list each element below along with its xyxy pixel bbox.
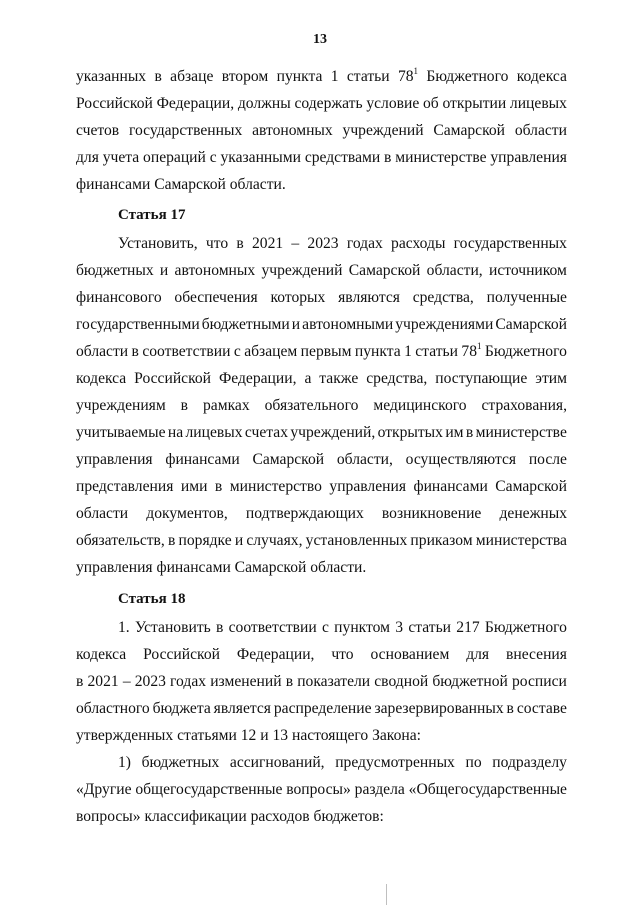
word: Федерации, (218, 370, 297, 387)
text-line (76, 284, 567, 311)
article-heading: Статья 17 (118, 207, 186, 223)
word: Бюджетного (484, 343, 567, 360)
word: расходы (391, 235, 446, 252)
word: распределение (273, 700, 372, 717)
word: является (213, 700, 271, 717)
word: условие (366, 95, 420, 112)
word: которых (270, 289, 326, 306)
word: в (131, 343, 139, 360)
word: денежных (499, 505, 567, 522)
word: Установить (134, 619, 211, 636)
paragraph (76, 749, 567, 830)
word: министерство (229, 478, 322, 495)
paragraph (76, 614, 567, 749)
word: общегосударственные (135, 781, 283, 798)
text-line (76, 527, 567, 554)
word: статьи (415, 343, 458, 360)
word: первым (300, 343, 352, 360)
word: – (122, 673, 131, 690)
word: финансами (165, 451, 240, 468)
word: учреждений (261, 262, 343, 279)
text-line (76, 311, 567, 338)
word: области (76, 505, 129, 522)
word: указанными (220, 149, 301, 166)
word: источником (488, 262, 567, 279)
word: «Другие (76, 781, 132, 798)
text-line (76, 392, 567, 419)
word: росписи (512, 673, 567, 690)
word: области, (336, 451, 393, 468)
text-line (76, 63, 567, 90)
word: Самарской (433, 122, 506, 139)
text-line: вопросы» классификации расходов бюджетов: (76, 808, 384, 825)
word: зарезервированных (374, 700, 504, 717)
word: средства, (412, 289, 474, 306)
word: подразделу (492, 754, 567, 771)
word: автономных (252, 122, 333, 139)
word: кодекса (76, 646, 127, 663)
word: в (154, 68, 162, 85)
word: статьи (346, 68, 390, 85)
word: и (234, 532, 244, 549)
word: этим (535, 370, 567, 387)
paragraph (76, 63, 567, 198)
word: открытых (377, 424, 443, 441)
word: 2023 (134, 673, 166, 690)
text-line (76, 446, 567, 473)
word: счетах (244, 424, 288, 441)
word: обязательного (264, 397, 359, 414)
word: Российской (76, 95, 153, 112)
word: Самарской (252, 451, 325, 468)
word: обязательств, (76, 532, 165, 549)
word: 2021 (251, 235, 284, 252)
word: Российской (134, 370, 212, 387)
word: Федерации, (156, 95, 235, 112)
word: области, (426, 262, 483, 279)
word: порядке (178, 532, 232, 549)
text-line (76, 641, 567, 668)
word: финансового (76, 289, 162, 306)
word: областного (76, 700, 150, 717)
text-line (76, 500, 567, 527)
word: финансами (413, 478, 488, 495)
word: для (76, 149, 99, 166)
word: Установить, (118, 235, 198, 252)
word: открытии (442, 95, 507, 112)
word: ассигнований, (229, 754, 325, 771)
word: должны (237, 95, 291, 112)
word: изменений (210, 673, 282, 690)
word: бюджета (152, 700, 211, 717)
word: в (236, 235, 244, 252)
word: в (76, 673, 84, 690)
word: с (233, 343, 241, 360)
word: «Общегосударственные (408, 781, 567, 798)
word: осуществляются (405, 451, 517, 468)
word: Самарской (495, 478, 567, 495)
word: вопросы» (286, 781, 351, 798)
word: учреждений (342, 122, 424, 139)
word: и (159, 262, 169, 279)
word: в (465, 424, 474, 441)
word: пунктом (334, 619, 391, 636)
text-line: управления финансами Самарской области. (76, 559, 367, 576)
word: управления (329, 478, 406, 495)
word: автономных (174, 262, 256, 279)
document-body (76, 63, 567, 830)
word: министерстве (475, 424, 567, 441)
word: внесения (506, 646, 567, 663)
word: области (514, 122, 567, 139)
word: абзацем (244, 343, 298, 360)
word: установленных (305, 532, 408, 549)
word: государственных (453, 235, 567, 252)
word: бюджетных (141, 754, 220, 771)
word: кодекса (516, 68, 567, 85)
word: в (167, 532, 176, 549)
word: 217 (456, 619, 480, 636)
word: 1) (118, 754, 131, 771)
word: государственных (128, 122, 243, 139)
word: управления (490, 149, 567, 166)
word: обеспечения (174, 289, 258, 306)
word: Российской (143, 646, 220, 663)
word: предусмотренных (335, 754, 455, 771)
word: Бюджетного (484, 619, 567, 636)
word: $78^1$ (397, 66, 419, 85)
word: учитываемые (76, 424, 166, 441)
text-line (76, 257, 567, 284)
word: министерстве (395, 149, 487, 166)
word: 2021 (87, 673, 119, 690)
word: Федерации, (236, 646, 315, 663)
word: об (422, 95, 439, 112)
word: составе (516, 700, 567, 717)
word: годах (346, 235, 383, 252)
word: в (216, 619, 224, 636)
word: 2023 (307, 235, 339, 252)
word: поступающие (435, 370, 528, 387)
word: бюджетной (432, 673, 508, 690)
word: министерства (475, 532, 567, 549)
text-line (76, 90, 567, 117)
word: бюджетными (201, 316, 290, 333)
word: по (465, 754, 482, 771)
word: Бюджетного (426, 68, 509, 85)
word: в (506, 700, 514, 717)
word: Самарской (495, 316, 567, 333)
word: указанных (76, 68, 147, 85)
word: лицевых (185, 424, 243, 441)
word: средства, (366, 370, 428, 387)
word: бюджетных (76, 262, 154, 279)
word: $78^1$ (461, 341, 482, 360)
word: что (205, 235, 229, 252)
word: счетов (76, 122, 120, 139)
text-line (76, 776, 567, 803)
word: с (209, 149, 217, 166)
word: содержать (294, 95, 363, 112)
word: 1 (404, 343, 412, 360)
word: и (291, 316, 301, 333)
word: возникновение (381, 505, 482, 522)
word: операций (143, 149, 206, 166)
word: также (319, 370, 359, 387)
word: документов, (146, 505, 228, 522)
word: в (214, 478, 223, 495)
word: с (322, 619, 329, 636)
text-line (76, 230, 567, 257)
word: основанием (370, 646, 450, 663)
word: пункта (354, 343, 401, 360)
word: Самарской (348, 262, 421, 279)
word: в (285, 673, 294, 690)
text-line (76, 144, 567, 171)
word: для (466, 646, 490, 663)
word: средствами (304, 149, 381, 166)
word: соответствии (142, 343, 231, 360)
paragraph (76, 230, 567, 581)
word: – (291, 235, 300, 252)
word: рамках (203, 397, 250, 414)
word: годах (170, 673, 207, 690)
word: страхования, (481, 397, 567, 414)
word: лицевых (509, 95, 567, 112)
word: управления (76, 451, 153, 468)
word: на (167, 424, 184, 441)
word: абзаце (170, 68, 214, 85)
word: 3 (395, 619, 404, 636)
word: государственными (76, 316, 200, 333)
word: приказом (410, 532, 473, 549)
text-line (76, 614, 567, 641)
word: что (331, 646, 354, 663)
word: показатели (297, 673, 371, 690)
word: после (528, 451, 567, 468)
word: полученные (486, 289, 567, 306)
word: являются (338, 289, 400, 306)
word: автономными (302, 316, 394, 333)
text-line (76, 668, 567, 695)
word: ими (180, 478, 208, 495)
text-line (76, 419, 567, 446)
word: кодекса (76, 370, 127, 387)
word: медицинского (373, 397, 467, 414)
word: им (445, 424, 464, 441)
word: 1. (118, 619, 130, 636)
text-line (76, 749, 567, 776)
text-line: финансами Самарской области. (76, 176, 286, 193)
word: представления (76, 478, 174, 495)
text-line (76, 473, 567, 500)
scan-artifact-line (386, 884, 387, 905)
text-line: утвержденных статьями 12 и 13 настоящего Закона: (76, 727, 421, 744)
text-line (76, 338, 567, 365)
word: сводной (374, 673, 429, 690)
word: статьи (408, 619, 452, 636)
word: области (76, 343, 129, 360)
word: пункта (276, 68, 323, 85)
word: случаях, (246, 532, 303, 549)
word: подтверждающих (245, 505, 364, 522)
word: в (384, 149, 392, 166)
word: в (180, 397, 189, 414)
word: учреждений, (290, 424, 376, 441)
text-line (76, 695, 567, 722)
article-heading: Статья 18 (118, 591, 186, 607)
page-number: 13 (313, 32, 327, 47)
word: учреждениям (76, 397, 166, 414)
word: учета (102, 149, 140, 166)
word: учреждениями (395, 316, 494, 333)
word: втором (221, 68, 269, 85)
text-line (76, 117, 567, 144)
word: а (304, 370, 312, 387)
word: раздела (354, 781, 405, 798)
word: соответствии (228, 619, 317, 636)
text-line (76, 365, 567, 392)
word: 1 (330, 68, 339, 85)
